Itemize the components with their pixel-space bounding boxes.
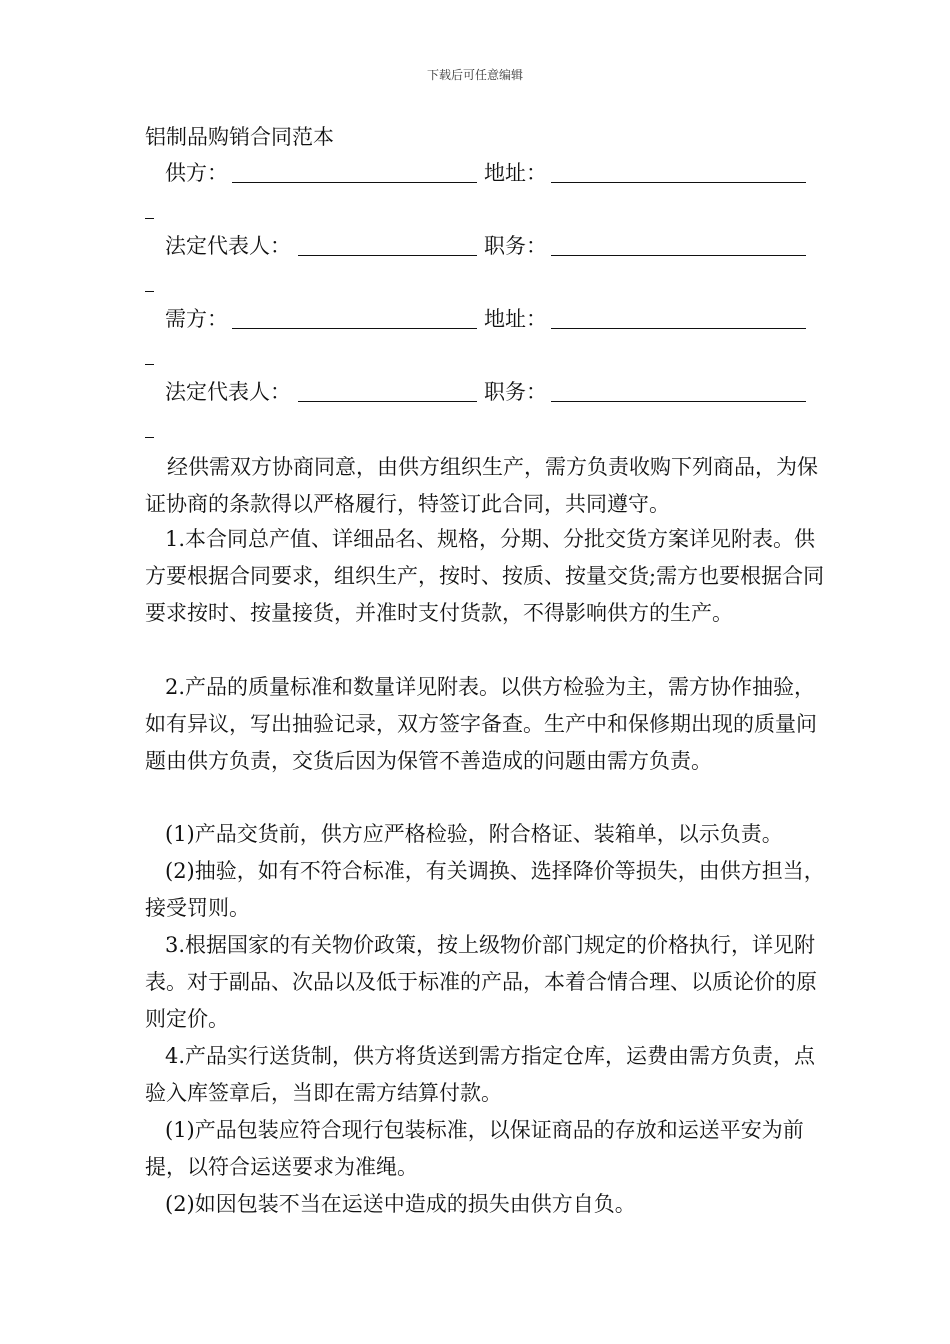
clause-3: 3.根据国家的有关物价政策，按上级物价部门规定的价格执行，详见附表。对于副品、次品以及低于标准的产品，本着合情合理、以质论价的原则定价。 — [145, 933, 817, 1031]
buyer-tail-dash — [145, 364, 154, 365]
buyer-address-blank[interactable] — [551, 328, 806, 329]
supplier-address-blank[interactable] — [551, 182, 806, 183]
supplier-label: 供方： — [165, 161, 228, 185]
clause-4: 4.产品实行送货制，供方将货送到需方指定仓库，运费由需方负责，点验入库签章后，当即在需方结算付款。 — [145, 1044, 816, 1105]
supplier-position-blank[interactable] — [551, 255, 806, 256]
supplier-blank[interactable] — [232, 182, 477, 183]
buyer-label: 需方： — [165, 307, 228, 331]
supplier-address-label: 地址： — [484, 161, 547, 185]
buyer-blank[interactable] — [232, 328, 477, 329]
buyer-address-label: 地址： — [484, 307, 547, 331]
buyer-rep-row — [0, 379, 950, 409]
buyer-position-blank[interactable] — [551, 401, 806, 402]
supplier-rep-tail-dash — [145, 291, 154, 292]
buyer-row — [0, 306, 950, 336]
clause-2-item-1: (1)产品交货前，供方应严格检验，附合格证、装箱单，以示负责。 — [165, 822, 783, 846]
clause-4-item-1: (1)产品包装应符合现行包装标准，以保证商品的存放和运送平安为前提，以符合运送要求为准绳。 — [145, 1118, 804, 1179]
clause-2: 2.产品的质量标准和数量详见附表。以供方检验为主，需方协作抽验，如有异议，写出抽验记录，双方签字备查。生产中和保修期出现的质量问题由供方负责，交货后因为保管不善造成的问题由需方负责。 — [145, 675, 817, 773]
supplier-rep-row — [0, 233, 950, 263]
clause-2-item-2: (2)抽验，如有不符合标准，有关调换、选择降价等损失，由供方担当，接受罚则。 — [145, 859, 825, 920]
supplier-rep-label: 法定代表人： — [165, 234, 291, 258]
supplier-tail-dash — [145, 218, 154, 219]
buyer-rep-tail-dash — [145, 437, 154, 438]
header-note: 下载后可任意编辑 — [426, 68, 523, 82]
clause-1: 1.本合同总产值、详细品名、规格，分期、分批交货方案详见附表。供方要根据合同要求，组织生产，按时、按质、按量交货;需方也要根据合同要求按时、按量接货，并准时支付货款，不得影响供方的生产。 — [145, 527, 825, 625]
buyer-rep-label: 法定代表人： — [165, 380, 291, 404]
buyer-position-label: 职务： — [484, 380, 547, 404]
supplier-rep-blank[interactable] — [298, 255, 477, 256]
supplier-position-label: 职务： — [484, 234, 547, 258]
supplier-row — [0, 160, 950, 190]
document-title: 铝制品购销合同范本 — [145, 125, 334, 149]
intro-paragraph: 经供需双方协商同意，由供方组织生产，需方负责收购下列商品，为保证协商的条款得以严格履行，特签订此合同，共同遵守。 — [145, 455, 818, 516]
buyer-rep-blank[interactable] — [298, 401, 477, 402]
clause-4-item-2: (2)如因包装不当在运送中造成的损失由供方自负。 — [165, 1192, 636, 1216]
